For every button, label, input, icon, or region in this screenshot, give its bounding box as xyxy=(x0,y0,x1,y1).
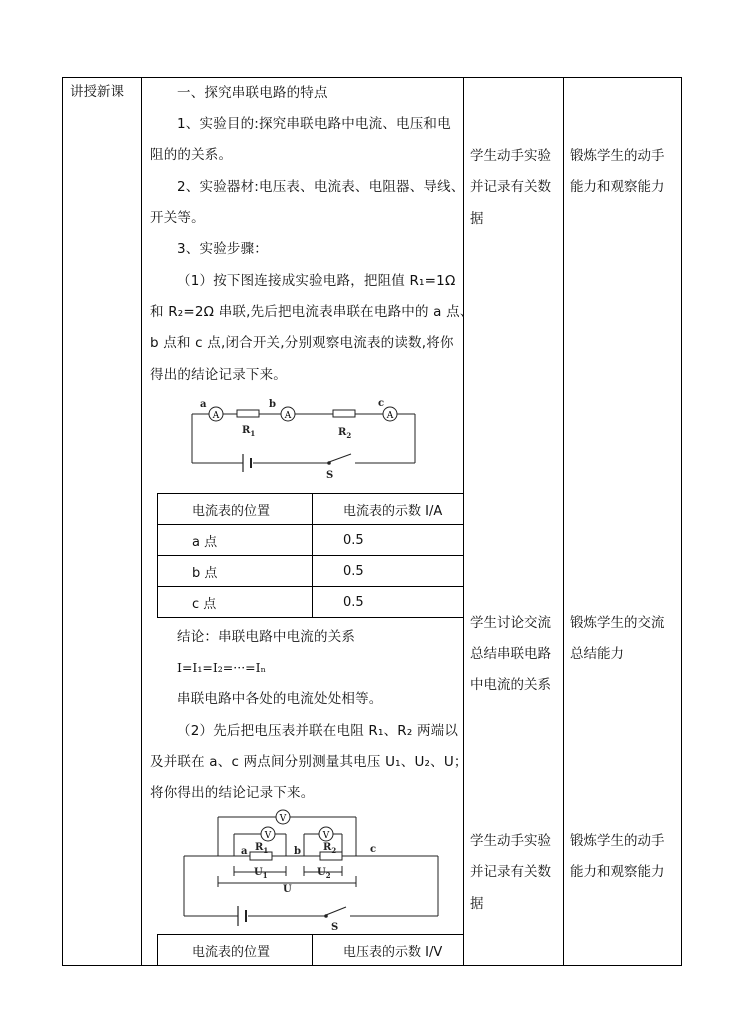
step1-line-1: （1）按下图连接成实验电路，把阻值 R₁=1Ω xyxy=(177,273,456,289)
student-activity-1-line-3: 据 xyxy=(470,211,484,227)
point-c-label: c xyxy=(370,844,377,855)
reading-cell: 0.5 xyxy=(313,587,464,618)
switch-label: S xyxy=(326,470,334,481)
table-row xyxy=(158,525,464,556)
step2-line-1: （2）先后把电压表并联在电阻 R₁、R₂ 两端以 xyxy=(177,723,459,739)
student-activity-2-line-2: 总结串联电路 xyxy=(470,646,551,662)
header-cell: 电流表的位置 xyxy=(158,935,313,966)
svg-text:A: A xyxy=(284,411,292,421)
point-b-label: b xyxy=(294,846,301,857)
student-activity-2-line-3: 中电流的关系 xyxy=(470,677,551,693)
point-c-label: c xyxy=(378,398,385,409)
goal-line-2: 阻的的关系。 xyxy=(150,147,233,163)
voltmeter-r1-icon xyxy=(261,827,275,841)
table-right-border xyxy=(681,77,682,966)
table-row xyxy=(158,556,464,587)
table-header-row xyxy=(158,494,464,525)
table-col-divider-3 xyxy=(563,77,564,966)
switch-pivot xyxy=(327,461,331,465)
steps-heading: 3、实验步骤： xyxy=(177,241,268,257)
table-col-divider-1 xyxy=(141,77,142,966)
equipment-line-2: 开关等。 xyxy=(150,210,205,226)
design-intent-3-line-2: 能力和观察能力 xyxy=(570,864,665,880)
section-heading: 一、探究串联电路的特点 xyxy=(177,85,328,101)
equipment-line-1: 2、实验器材:电压表、电流表、电阻器、导线、 xyxy=(177,179,465,195)
student-activity-1-line-2: 并记录有关数 xyxy=(470,179,551,195)
step1-line-4: 得出的结论记录下来。 xyxy=(150,367,287,383)
conclusion-label: 结论：串联电路中电流的关系 xyxy=(177,629,356,645)
u1-label: $U_1$ xyxy=(254,867,268,880)
goal-line-1: 1、实验目的:探究串联电路中电流、电压和电 xyxy=(177,116,451,132)
student-activity-3-line-3: 据 xyxy=(470,896,484,912)
design-intent-1-line-2: 能力和观察能力 xyxy=(570,179,665,195)
battery-symbol xyxy=(238,906,246,926)
ammeter-a-icon xyxy=(209,407,223,421)
r2-label: $R_2$ xyxy=(338,427,352,440)
ammeter-b-icon xyxy=(281,407,295,421)
series-circuit-ammeter-diagram xyxy=(185,396,425,482)
position-cell: a 点 xyxy=(158,525,313,556)
student-activity-3-line-1: 学生动手实验 xyxy=(470,833,551,849)
svg-text:A: A xyxy=(212,411,220,421)
point-b-label: b xyxy=(269,399,276,410)
position-cell: b 点 xyxy=(158,556,313,587)
series-circuit-voltmeter-diagram xyxy=(180,808,442,932)
stage-label: 讲授新课 xyxy=(70,84,124,100)
header-cell: 电流表的示数 I/A xyxy=(313,494,464,525)
design-intent-2-line-1: 锻炼学生的交流 xyxy=(570,615,665,631)
point-a-label: a xyxy=(200,399,207,410)
svg-text:V: V xyxy=(322,831,330,841)
design-intent-2-line-2: 总结能力 xyxy=(570,646,624,662)
u-label: U xyxy=(283,884,292,895)
student-activity-3-line-2: 并记录有关数 xyxy=(470,864,551,880)
svg-text:A: A xyxy=(386,411,394,421)
ammeter-c-icon xyxy=(383,407,397,421)
resistor-r1 xyxy=(250,852,272,860)
resistor-r2 xyxy=(333,410,355,417)
design-intent-1-line-1: 锻炼学生的动手 xyxy=(570,148,665,164)
switch-label: S xyxy=(331,922,339,932)
table-header-row xyxy=(158,935,464,966)
reading-cell: 0.5 xyxy=(313,525,464,556)
svg-text:V: V xyxy=(264,831,272,841)
step2-line-3: 将你得出的结论记录下来。 xyxy=(150,785,315,801)
voltmeter-r2-icon xyxy=(319,827,333,841)
switch-pivot xyxy=(324,914,328,918)
step1-line-2: 和 R₂=2Ω 串联,先后把电流表串联在电路中的 a 点、 xyxy=(150,304,474,320)
step1-line-3: b 点和 c 点,闭合开关,分别观察电流表的读数,将你 xyxy=(150,335,454,351)
point-a-label: a xyxy=(241,846,248,857)
table-top-border xyxy=(62,77,682,78)
position-cell: c 点 xyxy=(158,587,313,618)
svg-text:V: V xyxy=(279,814,287,824)
voltmeter-total-icon xyxy=(276,810,290,824)
voltage-table xyxy=(157,934,464,966)
reading-cell: 0.5 xyxy=(313,556,464,587)
table-left-border xyxy=(62,77,63,966)
header-cell: 电流表的位置 xyxy=(158,494,313,525)
current-table xyxy=(157,493,464,618)
design-intent-3-line-1: 锻炼学生的动手 xyxy=(570,833,665,849)
resistor-r1 xyxy=(237,410,259,417)
conclusion-formula: I=I₁=I₂=···=Iₙ xyxy=(177,660,266,675)
header-cell: 电压表的示数 I/V xyxy=(313,935,464,966)
u2-label: $U_2$ xyxy=(317,867,331,880)
step2-line-2: 及并联在 a、c 两点间分别测量其电压 U₁、U₂、U； xyxy=(150,754,468,770)
r1-label: $R_1$ xyxy=(255,842,269,855)
conclusion-text: 串联电路中各处的电流处处相等。 xyxy=(177,691,383,707)
student-activity-2-line-1: 学生讨论交流 xyxy=(470,615,551,631)
student-activity-1-line-1: 学生动手实验 xyxy=(470,148,551,164)
r2-label: $R_2$ xyxy=(323,842,337,855)
r1-label: $R_1$ xyxy=(242,425,256,438)
battery-symbol xyxy=(243,454,251,472)
table-row xyxy=(158,587,464,618)
